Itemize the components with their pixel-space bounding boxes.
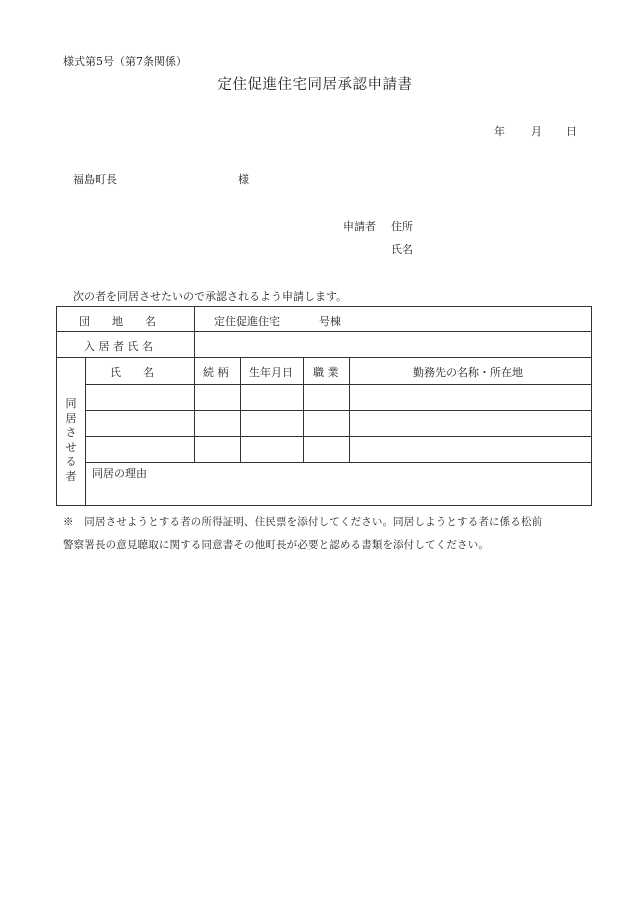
table-rule <box>349 357 350 462</box>
applicant-label: 申請者 <box>343 220 376 233</box>
note-line-2: 警察署長の意見聴取に関する同意書その他町長が必要と認める書類を添付してください。 <box>63 539 489 551</box>
table-rule <box>85 357 86 505</box>
side-label-char: さ <box>65 426 77 439</box>
table-rule <box>194 307 195 357</box>
form-number: 様式第5号（第7条関係） <box>63 55 187 68</box>
table-rule <box>194 357 195 462</box>
col-header-occupation: 職 業 <box>313 366 339 379</box>
addressee-name: 福島町長 <box>73 173 117 186</box>
table-rule <box>85 410 591 411</box>
col-header-name: 氏 名 <box>110 366 154 379</box>
cohabitant-side-label-chars <box>61 397 81 484</box>
table-rule <box>85 436 591 437</box>
col-header-birthdate: 生年月日 <box>249 366 293 379</box>
side-label-char: せ <box>65 440 77 454</box>
col-header-relation: 続 柄 <box>203 366 229 379</box>
note-line-1: ※ 同居させようとする者の所得証明、住民票を添付してください。同居しようとする者に係る松前 <box>63 516 543 528</box>
col-header-workplace: 勤務先の名称・所在地 <box>413 366 523 379</box>
table-rule <box>57 357 591 358</box>
table-rule <box>57 331 591 332</box>
reason-label: 同居の理由 <box>92 467 147 480</box>
table-rule <box>85 384 591 385</box>
date-day-label: 日 <box>566 125 577 138</box>
table-rule <box>303 357 304 462</box>
document-title: 定住促進住宅同居承認申請書 <box>217 77 413 93</box>
resident-name-label: 入 居 者 氏 名 <box>84 340 153 353</box>
side-label-char: る <box>65 455 77 468</box>
housing-value: 定住促進住宅 <box>214 315 280 328</box>
side-label-char: 者 <box>65 469 77 483</box>
building-unit-label: 号棟 <box>319 315 341 328</box>
cohabitant-side-label <box>61 397 81 484</box>
date-year-label: 年 <box>494 125 505 138</box>
date-month-label: 月 <box>531 125 542 138</box>
housing-label: 団 地 名 <box>79 315 156 328</box>
table-rule <box>240 357 241 462</box>
table-rule <box>85 462 591 463</box>
applicant-name-label: 氏名 <box>391 243 413 256</box>
addressee-honorific: 様 <box>238 173 249 186</box>
intro-sentence: 次の者を同居させたいので承認されるよう申請します。 <box>73 290 348 303</box>
applicant-address-label: 住所 <box>391 220 413 233</box>
side-label-char: 同 <box>65 397 77 410</box>
side-label-char: 居 <box>65 411 77 425</box>
application-table <box>56 306 592 506</box>
